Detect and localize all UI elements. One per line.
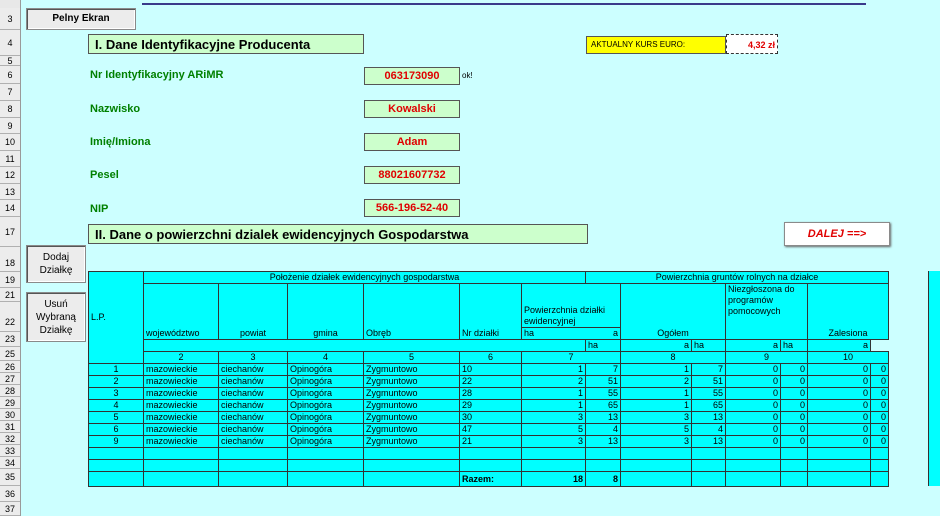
table-row[interactable]: [89, 364, 889, 376]
row-number[interactable]: 6: [0, 66, 20, 84]
table-cell[interactable]: ciechanów: [219, 424, 288, 436]
delete-plot-label-3: Działkę: [39, 325, 73, 336]
table-cell[interactable]: 7: [586, 364, 621, 376]
table-cell[interactable]: Opinogóra: [288, 400, 364, 412]
col-number: 2: [144, 352, 219, 364]
table-cell[interactable]: 3: [522, 436, 586, 448]
table-cell[interactable]: Opinogóra: [288, 424, 364, 436]
row-number[interactable]: 13: [0, 184, 20, 200]
table-cell[interactable]: mazowieckie: [144, 436, 219, 448]
table-cell[interactable]: 0: [781, 412, 808, 424]
euro-rate-label: AKTUALNY KURS EURO:: [586, 36, 726, 54]
table-cell[interactable]: 51: [586, 376, 621, 388]
totals-label: Razem:: [460, 472, 522, 487]
unit-a: a: [808, 340, 871, 352]
table-cell[interactable]: Zygmuntowo: [364, 412, 460, 424]
table-cell[interactable]: 13: [692, 412, 726, 424]
table-cell[interactable]: 28: [460, 388, 522, 400]
table-cell[interactable]: 22: [460, 376, 522, 388]
delete-plot-label-1: Usuń: [44, 299, 68, 310]
col-number: 9: [726, 352, 808, 364]
table-cell[interactable]: 10: [460, 364, 522, 376]
table-cell[interactable]: mazowieckie: [144, 388, 219, 400]
surname-field[interactable]: Kowalski: [364, 100, 460, 118]
col-number: 7: [522, 352, 621, 364]
row-number[interactable]: 33: [0, 445, 20, 457]
table-cell[interactable]: Zygmuntowo: [364, 424, 460, 436]
location-group-header: Położenie działek ewidencyjnych gospodarstwa: [144, 272, 586, 284]
next-button[interactable]: DALEJ ==>: [784, 222, 890, 246]
table-cell[interactable]: 1: [522, 388, 586, 400]
row-number[interactable]: 32: [0, 433, 20, 445]
table-cell[interactable]: 1: [89, 364, 144, 376]
table-cell[interactable]: 0: [871, 436, 889, 448]
lp-header: L.P.: [89, 272, 144, 364]
table-cell[interactable]: 29: [460, 400, 522, 412]
table-cell[interactable]: 4: [586, 424, 621, 436]
row-number[interactable]: 26: [0, 361, 20, 373]
table-cell[interactable]: 2: [89, 376, 144, 388]
table-cell[interactable]: 9: [89, 436, 144, 448]
table-cell[interactable]: 3: [89, 388, 144, 400]
row-number[interactable]: 23: [0, 332, 20, 347]
plot-area-header: Powierzchnia działki ewidencyjnej: [522, 284, 621, 328]
table-row[interactable]: [89, 400, 889, 412]
table-cell[interactable]: 30: [460, 412, 522, 424]
row-number[interactable]: 17: [0, 217, 20, 247]
first-name-field[interactable]: Adam: [364, 133, 460, 151]
euro-rate-value[interactable]: 4,32 zł: [726, 34, 778, 54]
totals-a: 8: [586, 472, 621, 487]
table-header-row: [89, 284, 889, 328]
table-cell[interactable]: 0: [871, 376, 889, 388]
unit-a: a: [621, 340, 692, 352]
row-number[interactable]: 10: [0, 134, 20, 151]
table-cell[interactable]: 2: [621, 376, 692, 388]
table-cell[interactable]: 1: [621, 388, 692, 400]
table-cell[interactable]: Opinogóra: [288, 412, 364, 424]
table-cell[interactable]: mazowieckie: [144, 424, 219, 436]
empty-row[interactable]: [89, 448, 889, 460]
table-cell[interactable]: 0: [808, 424, 871, 436]
table-cell[interactable]: 65: [586, 400, 621, 412]
table-cell[interactable]: 0: [808, 364, 871, 376]
row-number[interactable]: 31: [0, 421, 20, 433]
col-number: 4: [288, 352, 364, 364]
row-number[interactable]: 4: [0, 30, 20, 56]
table-cell[interactable]: 51: [692, 376, 726, 388]
delete-plot-label-2: Wybraną: [36, 312, 76, 323]
table-cell[interactable]: 0: [726, 424, 781, 436]
table-cell[interactable]: 21: [460, 436, 522, 448]
unit-ha: ha: [586, 340, 621, 352]
table-cell[interactable]: mazowieckie: [144, 400, 219, 412]
table-cell[interactable]: 0: [808, 388, 871, 400]
table-cell[interactable]: 2: [522, 376, 586, 388]
add-plot-label-2: Działkę: [39, 265, 73, 276]
arimr-ok-status: ok!: [462, 71, 473, 80]
table-cell[interactable]: ciechanów: [219, 436, 288, 448]
plot-number-header: Nr działki: [460, 284, 522, 340]
table-cell[interactable]: 5: [89, 412, 144, 424]
nip-label: NIP: [90, 203, 109, 215]
totals-row: [89, 472, 889, 487]
totals-ha: 18: [522, 472, 586, 487]
table-cell[interactable]: Opinogóra: [288, 376, 364, 388]
table-cell[interactable]: 6: [89, 424, 144, 436]
commune-header: gmina: [288, 284, 364, 340]
section-producer-id-title: I. Dane Identyfikacyjne Producenta: [88, 34, 364, 54]
col-number: 10: [808, 352, 889, 364]
table-cell[interactable]: ciechanów: [219, 412, 288, 424]
row-number[interactable]: 5: [0, 56, 20, 66]
table-cell[interactable]: 0: [726, 400, 781, 412]
table-cell[interactable]: 0: [781, 364, 808, 376]
table-cell[interactable]: 0: [808, 400, 871, 412]
table-cell[interactable]: 13: [586, 412, 621, 424]
row-number[interactable]: 8: [0, 101, 20, 118]
row-number[interactable]: 36: [0, 486, 20, 502]
table-cell[interactable]: 1: [621, 364, 692, 376]
unit-ha: ha: [692, 340, 726, 352]
table-cell[interactable]: 0: [871, 364, 889, 376]
table-cell[interactable]: mazowieckie: [144, 364, 219, 376]
forested-header: Zalesiona: [808, 284, 889, 340]
table-cell[interactable]: ciechanów: [219, 400, 288, 412]
table-cell[interactable]: Opinogóra: [288, 436, 364, 448]
precinct-header: Obręb: [364, 284, 460, 340]
table-cell[interactable]: 0: [871, 424, 889, 436]
col-number: 8: [621, 352, 726, 364]
table-cell[interactable]: ciechanów: [219, 376, 288, 388]
empty-row[interactable]: [89, 460, 889, 472]
table-cell[interactable]: ciechanów: [219, 364, 288, 376]
table-cell[interactable]: 0: [781, 376, 808, 388]
add-plot-button[interactable]: [26, 245, 86, 283]
table-cell[interactable]: 65: [692, 400, 726, 412]
pesel-field[interactable]: 88021607732: [364, 166, 460, 184]
nip-field[interactable]: 566-196-52-40: [364, 199, 460, 217]
table-cell[interactable]: 0: [808, 376, 871, 388]
arimr-label: Nr Identyfikacyjny ARiMR: [90, 69, 224, 81]
surname-label: Nazwisko: [90, 103, 141, 115]
row-number[interactable]: 29: [0, 397, 20, 409]
row-number[interactable]: 7: [0, 84, 20, 101]
table-header-group-row: [89, 272, 889, 284]
row-number[interactable]: 34: [0, 457, 20, 469]
title-underline: [142, 0, 866, 5]
table-cell[interactable]: 5: [522, 424, 586, 436]
row-number[interactable]: 27: [0, 373, 20, 385]
voivodeship-header: województwo: [144, 284, 219, 340]
table-cell[interactable]: 1: [621, 400, 692, 412]
table-cell[interactable]: 5: [621, 424, 692, 436]
county-header: powiat: [219, 284, 288, 340]
table-cell[interactable]: 0: [808, 436, 871, 448]
row-number[interactable]: 11: [0, 151, 20, 167]
row-number[interactable]: 19: [0, 272, 20, 288]
table-cell[interactable]: 0: [781, 388, 808, 400]
table-row[interactable]: [89, 436, 889, 448]
table-cell[interactable]: 0: [781, 400, 808, 412]
table-cell[interactable]: mazowieckie: [144, 376, 219, 388]
table-cell[interactable]: Zygmuntowo: [364, 388, 460, 400]
table-cell[interactable]: 3: [522, 412, 586, 424]
table-row[interactable]: [89, 424, 889, 436]
table-cell[interactable]: 0: [871, 400, 889, 412]
table-cell[interactable]: 0: [726, 388, 781, 400]
col-number: 5: [364, 352, 460, 364]
table-cell[interactable]: 0: [726, 412, 781, 424]
table-cell[interactable]: 0: [781, 436, 808, 448]
table-header-unit-row-2: [89, 340, 889, 352]
row-number[interactable]: 12: [0, 167, 20, 184]
table-cell[interactable]: 1: [522, 364, 586, 376]
table-cell[interactable]: 0: [726, 376, 781, 388]
table-cell[interactable]: 1: [522, 400, 586, 412]
row-number[interactable]: 14: [0, 200, 20, 217]
table-row[interactable]: [89, 376, 889, 388]
table-cell[interactable]: 7: [692, 364, 726, 376]
arimr-field[interactable]: 063173090: [364, 67, 460, 85]
table-cell[interactable]: 55: [586, 388, 621, 400]
area-group-header: Powierzchnia gruntów rolnych na działce: [586, 272, 889, 284]
unit-a: a: [586, 328, 621, 340]
plots-table: [88, 271, 889, 487]
row-number[interactable]: 37: [0, 502, 20, 516]
total-header: Ogółem: [621, 284, 726, 340]
table-cell[interactable]: Zygmuntowo: [364, 376, 460, 388]
table-row[interactable]: [89, 412, 889, 424]
table-cell[interactable]: Zygmuntowo: [364, 364, 460, 376]
table-cell[interactable]: Zygmuntowo: [364, 436, 460, 448]
row-number[interactable]: 30: [0, 409, 20, 421]
unit-ha: ha: [522, 328, 586, 340]
table-cell[interactable]: 47: [460, 424, 522, 436]
unit-ha: ha: [781, 340, 808, 352]
section-plots-area-title: II. Dane o powierzchni dzialek ewidencyjnych Gospodarstwa: [88, 224, 588, 244]
row-number[interactable]: 18: [0, 247, 20, 272]
table-cell[interactable]: Zygmuntowo: [364, 400, 460, 412]
row-number[interactable]: 22: [0, 302, 20, 332]
not-reported-header: Niezgłoszona do programów pomocowych: [726, 284, 808, 340]
row-number[interactable]: 25: [0, 347, 20, 361]
row-number[interactable]: 21: [0, 288, 20, 302]
table-cell[interactable]: 0: [871, 412, 889, 424]
pesel-label: Pesel: [90, 169, 119, 181]
row-number[interactable]: 9: [0, 118, 20, 134]
table-cell[interactable]: 0: [808, 412, 871, 424]
delete-selected-plot-button[interactable]: [26, 292, 86, 342]
table-cell[interactable]: ciechanów: [219, 388, 288, 400]
table-cell[interactable]: 13: [586, 436, 621, 448]
row-number[interactable]: 28: [0, 385, 20, 397]
col-number: 6: [460, 352, 522, 364]
add-plot-label-1: Dodaj: [42, 252, 70, 263]
table-cell[interactable]: 0: [726, 436, 781, 448]
table-cell[interactable]: 3: [621, 436, 692, 448]
unit-a: a: [726, 340, 781, 352]
first-name-label: Imię/Imiona: [90, 136, 151, 148]
table-cell[interactable]: 0: [726, 364, 781, 376]
table-cell[interactable]: 4: [89, 400, 144, 412]
column-number-row: [89, 352, 889, 364]
row-number[interactable]: 35: [0, 469, 20, 486]
table-cell[interactable]: 55: [692, 388, 726, 400]
full-screen-button[interactable]: Pelny Ekran: [26, 8, 136, 30]
table-cell[interactable]: 0: [871, 388, 889, 400]
table-cell[interactable]: Opinogóra: [288, 388, 364, 400]
right-edge-column: [928, 271, 940, 486]
table-cell[interactable]: 13: [692, 436, 726, 448]
table-row[interactable]: [89, 388, 889, 400]
table-cell[interactable]: Opinogóra: [288, 364, 364, 376]
table-cell[interactable]: 0: [781, 424, 808, 436]
row-header-column: [0, 0, 21, 516]
row-number[interactable]: 3: [0, 8, 20, 30]
header-spacer: [144, 340, 586, 352]
table-cell[interactable]: 4: [692, 424, 726, 436]
table-cell[interactable]: mazowieckie: [144, 412, 219, 424]
table-cell[interactable]: 3: [621, 412, 692, 424]
col-number: 3: [219, 352, 288, 364]
